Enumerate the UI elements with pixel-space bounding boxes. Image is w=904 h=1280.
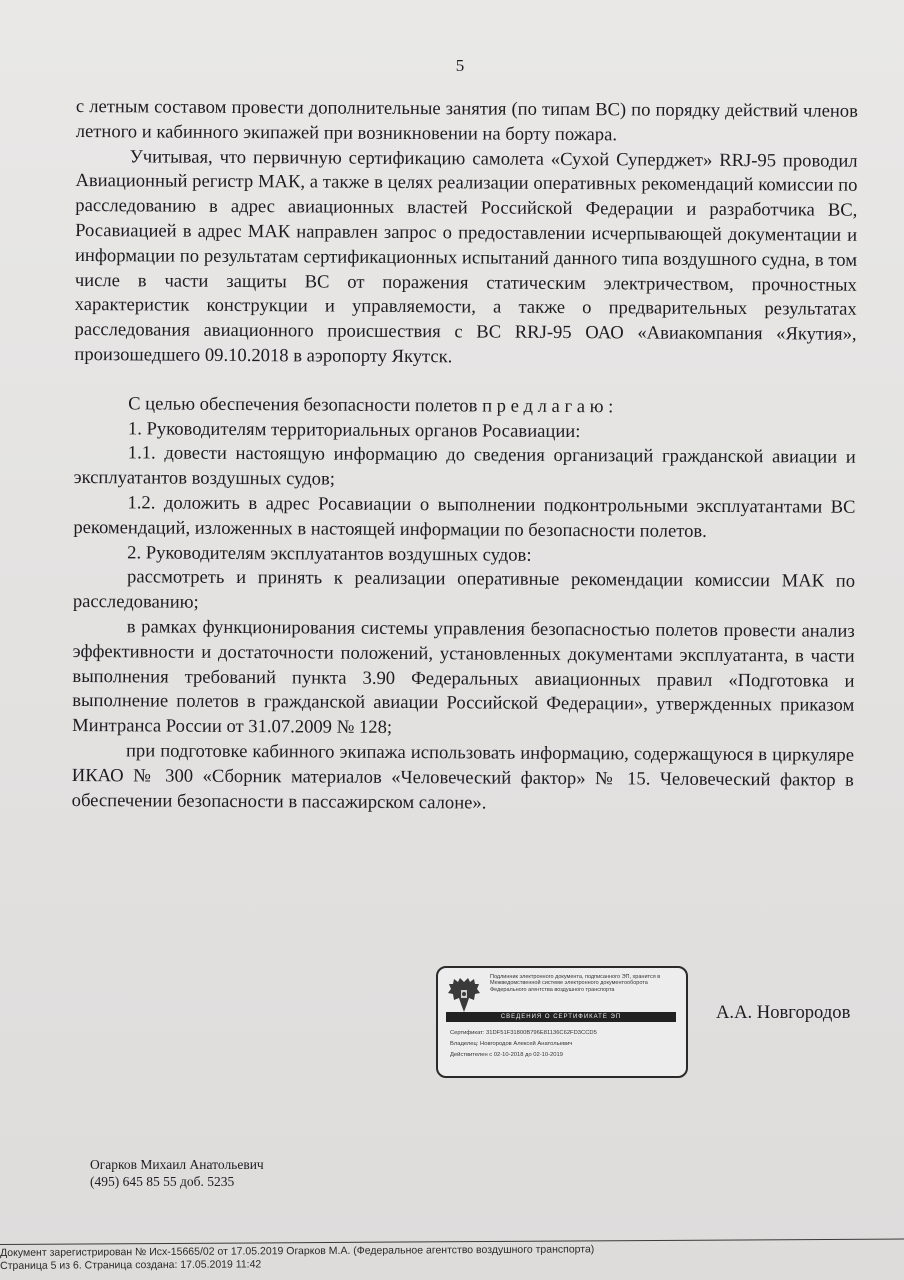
registration-footer: [0, 1238, 904, 1273]
document-body: [72, 95, 858, 818]
item-1-1: 1.1. довести настоящую информацию до сведения организаций гражданской авиации и эксплуатантов воздушных судов;: [73, 442, 856, 490]
paragraph-continuation: с летным составом провести дополнительные занятия (по типам ВС) по порядку действий членов летного и кабинного экипажей при возникновении на борту пожара.: [75, 95, 858, 146]
signatory-name: А.А. Новгородов: [716, 1002, 851, 1023]
contact-name: Огарков Михаил Анатольевич: [90, 1157, 264, 1172]
item-1-2: 1.2. доложить в адрес Росавиации о выполнении подконтрольными эксплуатантами ВС рекомендаций, изложенных в настоящей информации по безопасности полетов.: [73, 492, 856, 542]
item-2-sms-analysis: в рамках функционирования системы управления безопасностью полетов провести анализ эффективности и достаточности положений, установленных документами эксплуатанта, в части выполнения требований пункта 3.90 Федеральных авиационных правил «Подготовка и выполнение полетов в гражданской авиации Российской Федерации», утвержденных приказом Минтранса России от 31.07.2009 № 128;: [72, 616, 855, 739]
item-2: 2. Руководителям эксплуатантов воздушных судов:: [127, 541, 532, 566]
contact-block: [90, 1156, 264, 1190]
item-2-cabin-crew: при подготовке кабинного экипажа использовать информацию, содержащуюся в циркуляре ИКАО № 300 «Сборник материалов «Человеческий фактор» № 15. Человеческий фактор в обеспечении безопасности в пассажирском салоне».: [71, 740, 855, 814]
stamp-notice: Подлинник электронного документа, подписанного ЭП, хранится в Межведомственной системе электронного документооборота Федерального агентства воздушного транспорта: [490, 974, 661, 993]
page-number: 5: [455, 56, 465, 75]
item-2-recommendations: рассмотреть и принять к реализации оперативные рекомендации комиссии МАК по расследованию;: [72, 566, 856, 613]
double-headed-eagle-emblem-icon: [446, 976, 482, 1016]
contact-phone: (495) 645 85 55 доб. 5235: [90, 1174, 235, 1189]
stamp-validity: Действителен с 02-10-2018 до 02-10-2019: [450, 1052, 563, 1058]
stamp-owner: Владелец: Новгородов Алексей Анатольевич: [450, 1041, 573, 1047]
paragraph-certification: Учитывая, что первичную сертификацию самолета «Сухой Суперджет» RRJ-95 проводил Авиационный регистр МАК, а также в целях реализации оперативных рекомендаций комиссии по расследованию в адрес авиационных властей Российской Федерации и разработчика ВС, Росавиацией в адрес МАК направлен запрос о предоставлении исчерпывающей документации и информации по результатам сертификационных испытаний данного типа воздушного судна, в том числе в части защиты ВС от поражения статическим электричеством, прочностных характеристик конструкции и управляемости, а также о предварительных результатах расследования авиационного происшествия с ВС RRJ-95 ОАО «Авиакомпания «Якутия», произошедшего 09.10.2018 в аэропорту Якутск.: [74, 145, 858, 368]
stamp-header: СВЕДЕНИЯ О СЕРТИФИКАТЕ ЭП: [446, 1012, 676, 1022]
electronic-signature-stamp: [436, 966, 688, 1078]
paragraph-proposal-intro: С целью обеспечения безопасности полетов п р е д л а г а ю :: [128, 393, 614, 418]
stamp-certificate: Сертификат: 31DF51F31800B796E81136C62FD3CCD5: [450, 1030, 597, 1036]
item-1: 1. Руководителям территориальных органов Росавиации:: [127, 417, 581, 442]
registration-line: Документ зарегистрирован № Исх-15665/02 от 17.05.2019 Огарков М.А. (Федеральное агентство воздушного транспорта): [0, 1243, 595, 1259]
page-info-line: Страница 5 из 6. Страница создана: 17.05.2019 11:42: [0, 1258, 262, 1272]
